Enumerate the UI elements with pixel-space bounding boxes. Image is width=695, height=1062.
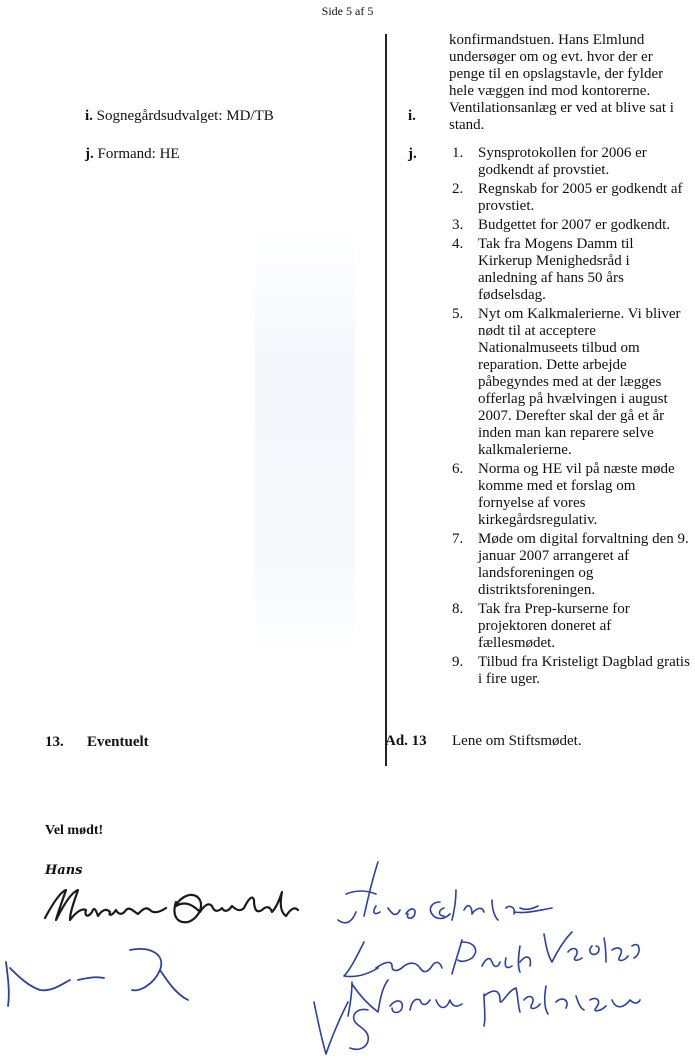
right-item-i-letter: i. — [408, 108, 416, 124]
left-item-j — [85, 146, 180, 163]
right-item-j-letter: j. — [408, 146, 417, 162]
closing-text: Vel mødt! — [45, 823, 104, 838]
right-item-13-label: Ad. 13 — [385, 733, 427, 749]
signature-partial-left — [6, 949, 188, 1006]
list-item: 3. Budgettet for 2007 er godkendt. — [452, 217, 671, 233]
scan-shadow — [255, 230, 355, 650]
left-item-13-number: 13. — [45, 734, 64, 750]
left-item-13-title: Eventuelt — [87, 734, 149, 750]
right-column-text — [449, 32, 691, 134]
continuation-text: konfirmandstuen. Hans Elmlund undersøger om og evt. hvor der er penge til en opslagstavle, der fylder hele væggen ind mod kontorerne. — [449, 32, 664, 99]
left-item-j-letter: j. — [85, 146, 94, 162]
signature-lene-hauch-vestergaard — [344, 932, 639, 977]
list-item: 7. Møde om digital forvaltning den 9. januar 2007 arrangeret af landsforeningen og distriktsforeningen. — [452, 531, 689, 598]
right-item-j-list — [449, 145, 691, 690]
left-item-i-text: Sognegårdsudvalget: MD/TB — [96, 108, 274, 124]
list-item: 4. Tak fra Mogens Damm til Kirkerup Menighedsråd i anledning af hans 50 års fødselsdag. — [452, 236, 634, 303]
left-item-j-text: Formand: HE — [97, 146, 180, 162]
signature-marianne-drundahl — [45, 890, 298, 922]
right-item-i-text: Ventilationsanlæg er ved at blive sat i stand. — [449, 100, 674, 133]
signature-hans-elmlund — [338, 862, 552, 923]
left-item-i — [85, 108, 274, 125]
list-item: 2. Regnskab for 2005 er godkendt af provstiet. — [452, 181, 683, 214]
list-item: 5. Nyt om Kalkmalerierne. Vi bliver nødt til at acceptere Nationalmuseets tilbud om reparation. Dette arbejde påbegyndes med at der lægges offerlag på hvælvingen i august 2007. Derefter skal der gå et år inden man kan reparere selve kalkmalerierne. — [452, 306, 681, 458]
signatures-image — [0, 850, 695, 1062]
column-divider — [385, 34, 387, 766]
list-item: 6. Norma og HE vil på næste møde komme med et forslag om fornyelse af vores kirkegårdsregulativ. — [452, 461, 675, 528]
left-item-i-letter: i. — [85, 108, 93, 124]
list-item: 9. Tilbud fra Kristeligt Dagblad gratis i fire uger. — [452, 654, 690, 687]
typed-signature-name: Hans — [45, 863, 83, 878]
page-number: Side 5 af 5 — [321, 4, 374, 18]
right-item-13-text: Lene om Stiftsmødet. — [452, 733, 582, 749]
list-item: 1. Synsprotokollen for 2006 er godkendt af provstiet. — [452, 145, 647, 178]
signature-norma-mathiasen — [348, 980, 640, 1026]
list-item: 8. Tak fra Prep-kurserne for projektoren doneret af fællesmødet. — [452, 601, 630, 651]
signature-vs — [314, 1002, 368, 1054]
